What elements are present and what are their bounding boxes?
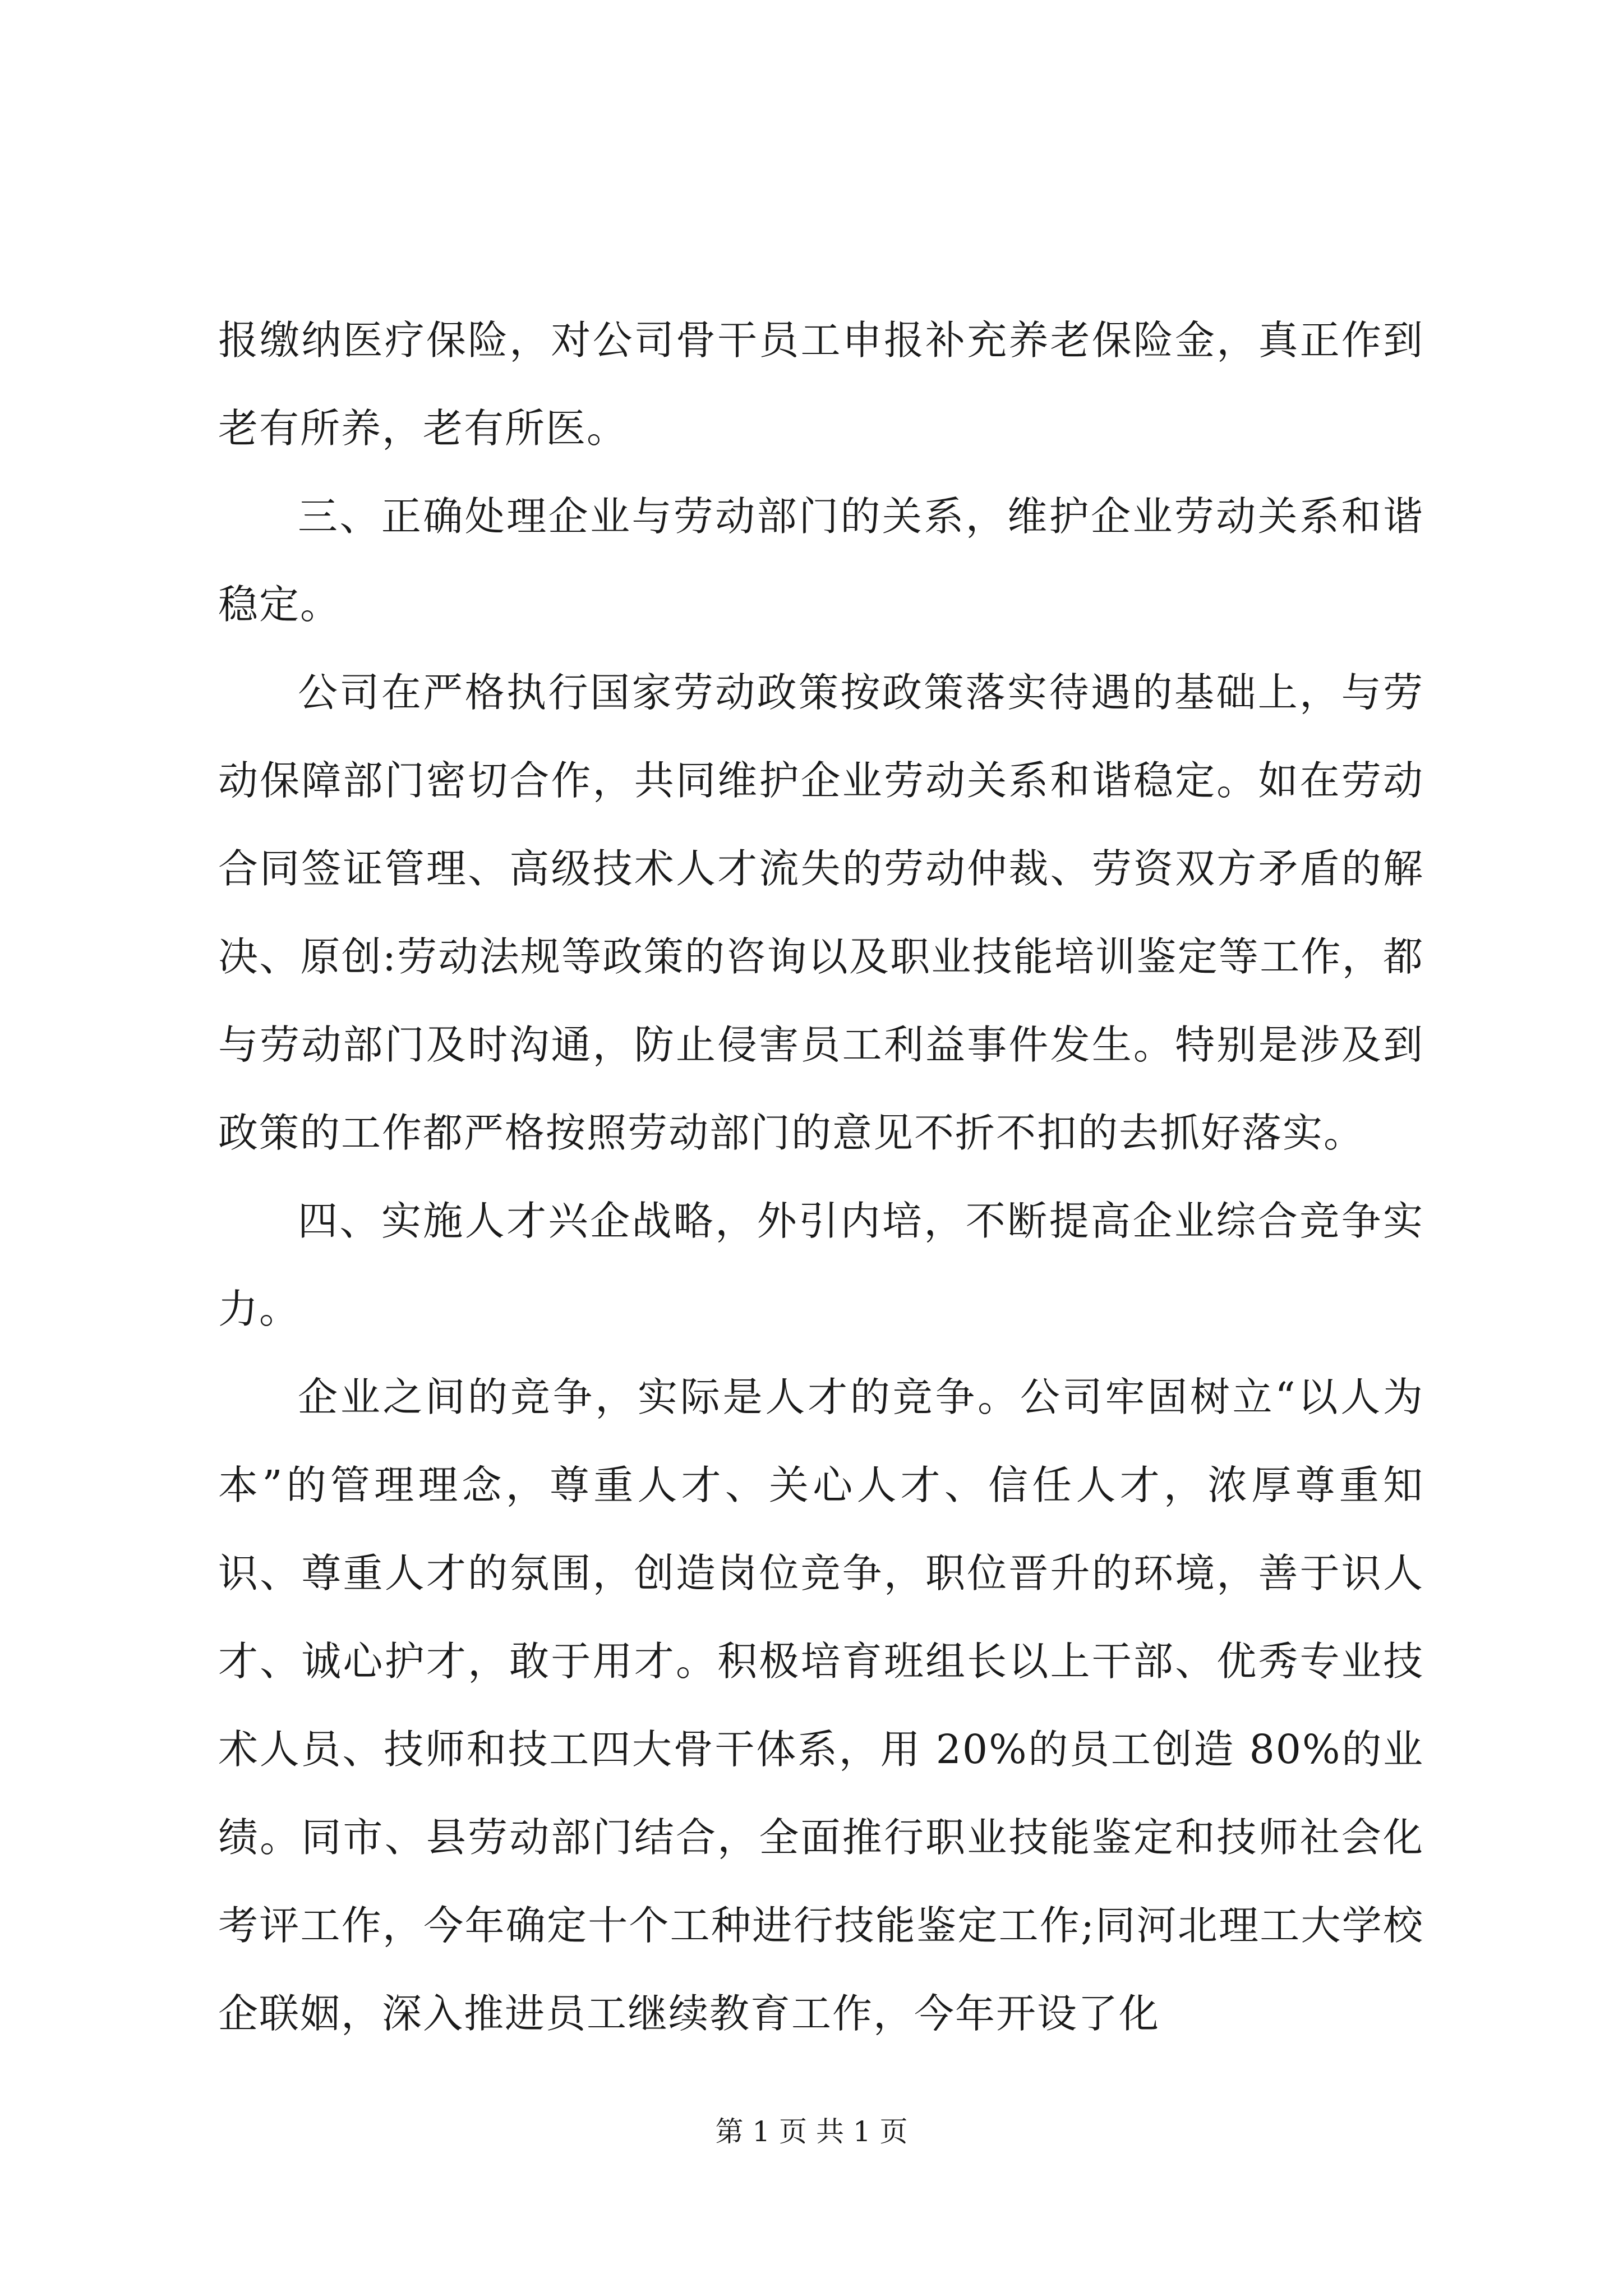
paragraph-labor-relations: 公司在严格执行国家劳动政策按政策落实待遇的基础上，与劳动保障部门密切合作，共同维护企业劳动关系和谐稳定。如在劳动合同签证管理、高级技术人才流失的劳动仲裁、劳资双方矛盾的解决、原创:劳动法规等政策的咨询以及职业技能培训鉴定等工作，都与劳动部门及时沟通，防止侵害员工利益事件发生。特别是涉及到政策的工作都严格按照劳动部门的意见不折不扣的去抓好落实。 [218, 669, 1424, 1156]
paragraph-continuation: 报缴纳医疗保险，对公司骨干员工申报补充养老保险金，真正作到老有所养，老有所医。 [218, 317, 1424, 452]
section-heading-4: 四、实施人才兴企战略，外引内培，不断提高企业综合竞争实力。 [218, 1198, 1424, 1332]
page-footer: 第 1 页 共 1 页 [715, 2115, 908, 2148]
paragraph-talent-strategy: 企业之间的竞争，实际是人才的竞争。公司牢固树立“以人为本”的管理理念，尊重人才、关心人才、信任人才，浓厚尊重知识、尊重人才的氛围，创造岗位竞争，职位晋升的环境，善于识人才、诚心护才，敢于用才。积极培育班组长以上干部、优秀专业技术人员、技师和技工四大骨干体系，用 20%的员工创造 80%的业绩。同市、县劳动部门结合，全面推行职业技能鉴定和技师社会化考评工作，今年确定十个工种进行技能鉴定工作;同河北理工大学校企联姻，深入推进员工继续教育工作，今年开设了化 [218, 1374, 1424, 2037]
document-body [218, 296, 1424, 2058]
section-heading-3: 三、正确处理企业与劳动部门的关系，维护企业劳动关系和谐稳定。 [218, 493, 1424, 628]
